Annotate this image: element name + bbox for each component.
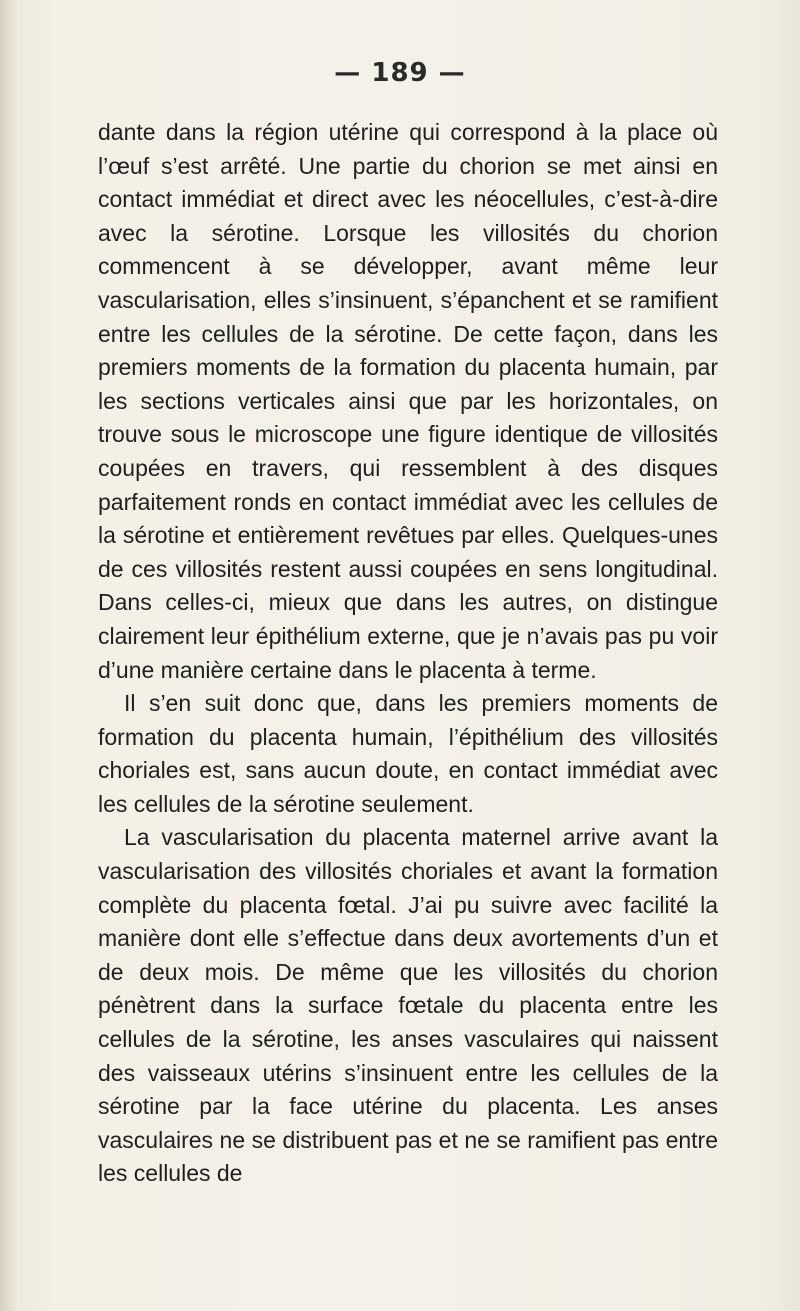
page-text [98, 116, 718, 1191]
paragraph-1: dante dans la région utérine qui correspond à la place où l’œuf s’est arrêté. Une partie du chorion se met ainsi en contact immédiat et direct avec les néocellules, c’est-à-dire avec la sérotine. Lorsque les villosités du chorion commencent à se développer, avant même leur vascularisation, elles s’insinuent, s’épanchent et se ramifient entre les cellules de la sérotine. De cette façon, dans les premiers moments de la formation du placenta humain, par les sections verticales ainsi que par les horizontales, on trouve sous le microscope une figure identique de villosités coupées en travers, qui ressemblent à des disques parfaitement ronds en contact immédiat avec les cellules de la sérotine et entièrement revêtues par elles. Quelques-unes de ces villosités restent aussi coupées en sens longitudinal. Dans celles-ci, mieux que dans les autres, on distingue clairement leur épithélium externe, que je n’avais pas pu voir d’une manière certaine dans le placenta à terme. [98, 119, 718, 683]
paragraph-2: Il s’en suit donc que, dans les premiers moments de formation du placenta humain, l’épithélium des villosités choriales est, sans aucun doute, en contact immédiat avec les cellules de la sérotine seulement. [98, 690, 718, 817]
paragraph-3: La vascularisation du placenta maternel arrive avant la vascularisation des villosités choriales et avant la formation complète du placenta fœtal. J’ai pu suivre avec facilité la manière dont elle s’effectue dans deux avortements d’un et de deux mois. De même que les villosités du chorion pénètrent dans la surface fœtale du placenta entre les cellules de la sérotine, les anses vasculaires qui naissent des vaisseaux utérins s’insinuent entre les cellules de la sérotine par la face utérine du placenta. Les anses vasculaires ne se distribuent pas et ne se ramifient pas entre les cellules de [98, 824, 718, 1187]
page-number: — 189 — [334, 58, 466, 88]
page-spine-shadow [0, 0, 18, 1311]
